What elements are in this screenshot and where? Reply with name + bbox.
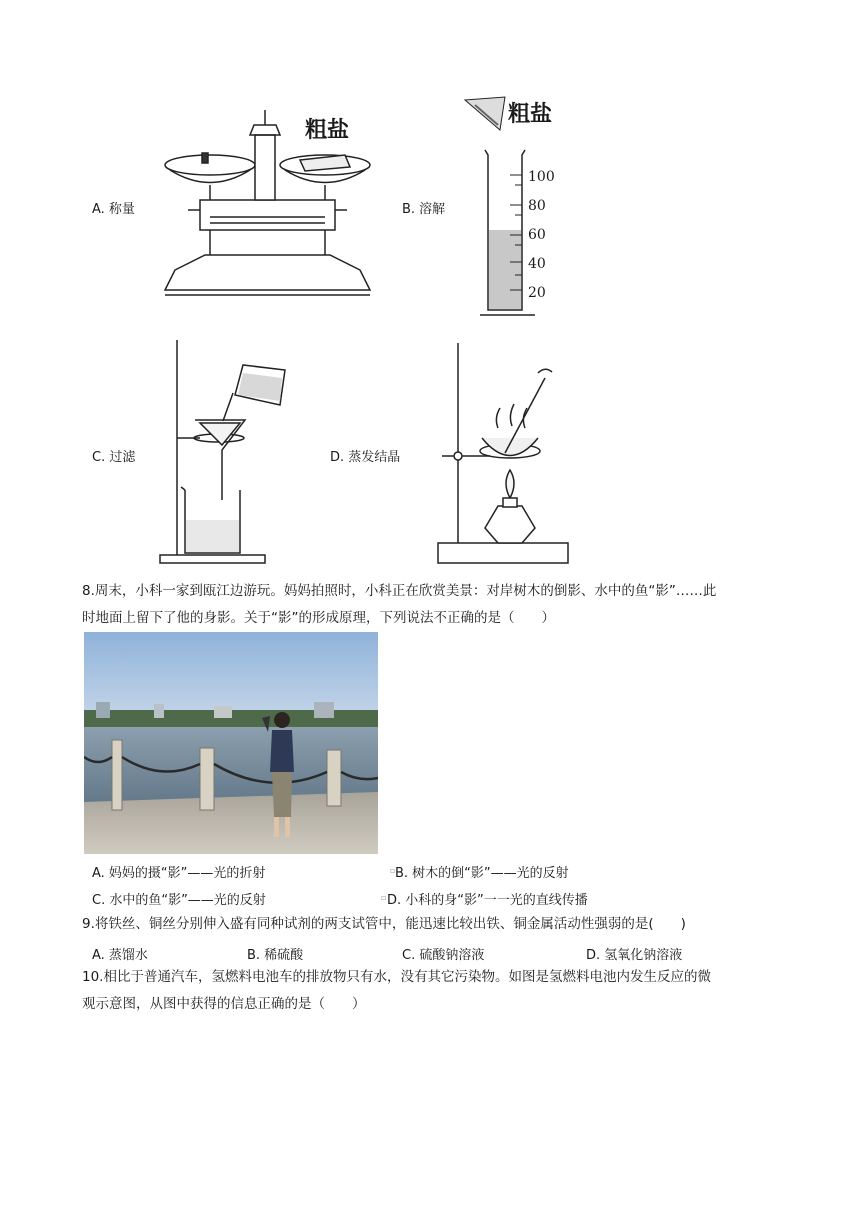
filtration-apparatus-icon	[155, 335, 305, 567]
option-c-label: C. 过滤	[92, 450, 136, 465]
bullet-mark: ▫	[390, 866, 396, 875]
q9-option-d: D. 氢氧化钠溶液	[586, 948, 683, 963]
salt-label: 粗盐	[305, 117, 350, 143]
q10-line-2: 观示意图，从图中获得的信息正确的是（ ）	[82, 996, 366, 1012]
salt-label: 粗盐	[508, 101, 553, 127]
q8-option-d: D. 小科的身“影”一一光的直线传播	[387, 893, 588, 908]
q8-option-b: B. 树木的倒“影”——光的反射	[395, 866, 569, 881]
cylinder-scale	[528, 163, 555, 308]
evaporation-figure	[430, 338, 575, 568]
q8-option-a: A. 妈妈的摄“影”——光的折射	[92, 866, 266, 881]
photo-image	[84, 632, 378, 854]
balance-icon	[150, 105, 385, 300]
question-10-text	[82, 964, 782, 1018]
cylinder-figure	[460, 95, 570, 325]
option-d-label: D. 蒸发结晶	[330, 450, 401, 465]
question-8-text	[82, 578, 782, 632]
balance-figure	[150, 105, 385, 300]
option-b-label: B. 溶解	[402, 202, 446, 217]
filtration-figure	[155, 335, 305, 567]
tick-label: 80	[528, 198, 546, 214]
riverside-photo	[84, 632, 378, 854]
evaporation-apparatus-icon	[430, 338, 575, 568]
q8-line-1: 8.周末，小科一家到瓯江边游玩。妈妈拍照时，小科正在欣赏美景：对岸树木的倒影、水中的鱼“影”……此	[82, 583, 717, 599]
q9-option-a: A. 蒸馏水	[92, 948, 148, 963]
option-a-label: A. 称量	[92, 202, 135, 217]
tick-label: 100	[528, 169, 555, 185]
q8-option-c: C. 水中的鱼“影”——光的反射	[92, 893, 266, 908]
bullet-mark: ▫	[381, 893, 387, 902]
question-9-text: 9.将铁丝、铜丝分别伸入盛有同种试剂的两支试管中，能迅速比较出铁、铜金属活动性强弱的是( )	[82, 916, 686, 932]
q8-line-2: 时地面上留下了他的身影。关于“影”的形成原理，下列说法不正确的是（ ）	[82, 610, 555, 626]
q10-line-1: 10.相比于普通汽车，氢燃料电池车的排放物只有水，没有其它污染物。如图是氢燃料电池内发生反应的微	[82, 969, 711, 985]
q9-option-b: B. 稀硫酸	[247, 948, 304, 963]
tick-label: 20	[528, 285, 546, 301]
tick-label: 40	[528, 256, 546, 272]
q9-option-c: C. 硫酸钠溶液	[402, 948, 485, 963]
tick-label: 60	[528, 227, 546, 243]
